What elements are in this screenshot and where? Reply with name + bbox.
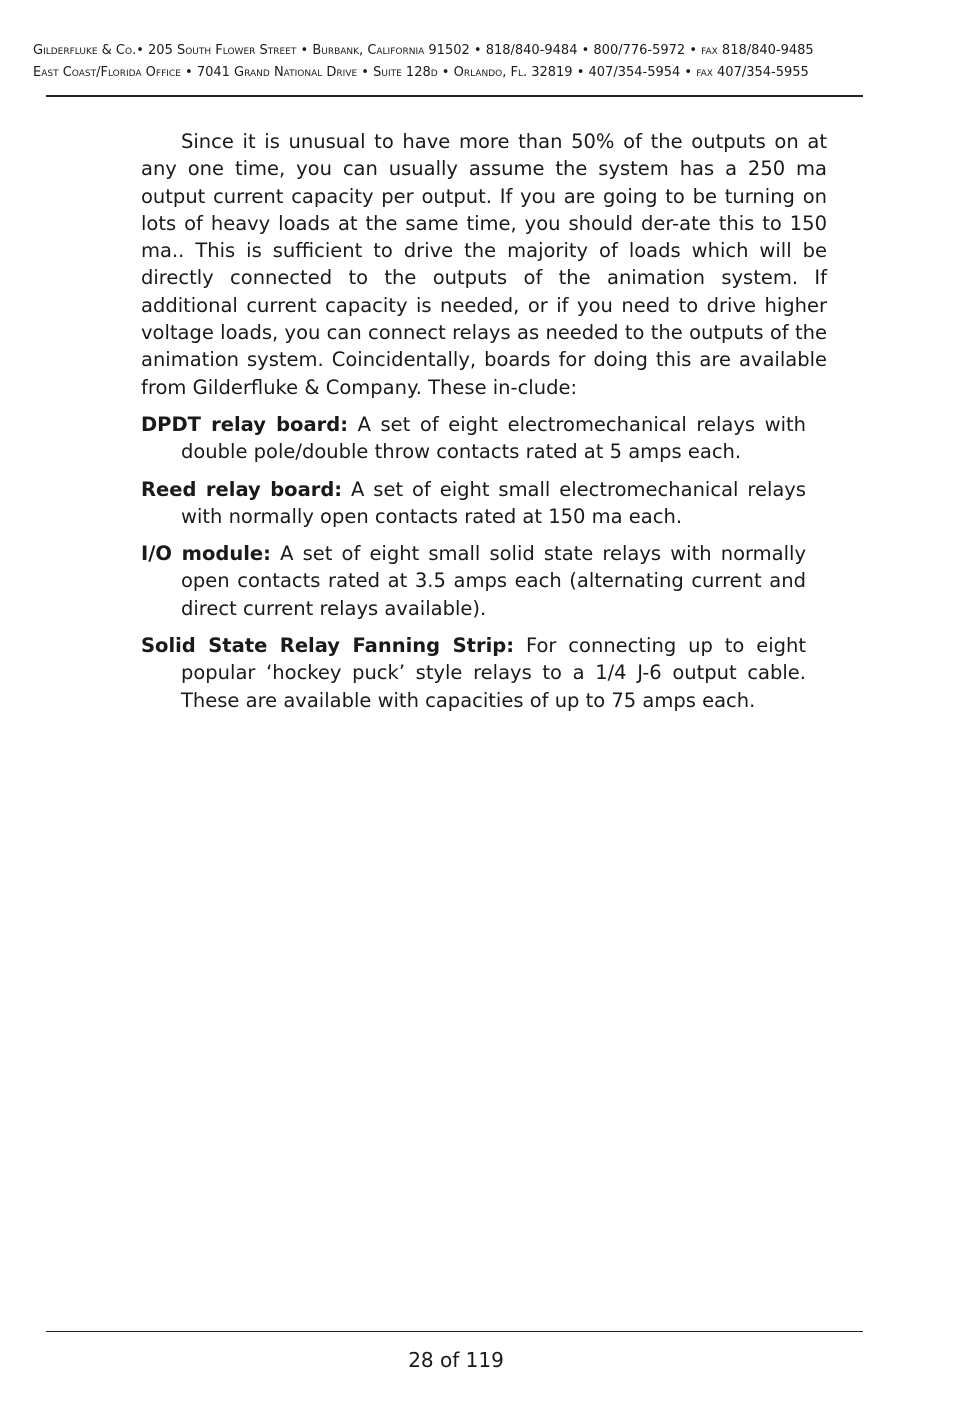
list-item-term: I/O module:: [141, 542, 271, 566]
relay-board-list: [141, 411, 806, 714]
page-header: [33, 40, 893, 84]
header-address-line-2: East Coast/Florida Office • 7041 Grand National Drive • Suite 128d • Orlando, Fl. 32819 • 407/354-5954 • fax 407/354-5955: [33, 65, 809, 80]
list-item-description: A set of eight small electromechanical relays with normally open contacts rated at 150 ma each.: [181, 477, 807, 528]
header-divider: [46, 95, 863, 97]
list-item-description: For connecting up to eight popular ‘hockey puck’ style relays to a 1/4 J-6 output cable. These are available with capacities of up to 75 amps each.: [181, 634, 806, 712]
header-address-line-1: Gilderfluke & Co.• 205 South Flower Street • Burbank, California 91502 • 818/840-9484 • 800/776-5972 • fax 818/840-9485: [33, 43, 814, 58]
list-item-fanning-strip: [141, 632, 806, 714]
list-item-description: A set of eight small solid state relays with normally open contacts rated at 3.5 amps each (alternating current and direct current relays available).: [181, 542, 806, 620]
list-item-dpdt-relay-board: [141, 411, 806, 466]
list-item-term: DPDT relay board:: [141, 412, 348, 436]
list-item-term: Reed relay board:: [141, 477, 343, 501]
list-item-term: Solid State Relay Fanning Strip:: [141, 634, 515, 658]
footer-divider: [46, 1331, 863, 1332]
body-paragraph: Since it is unusual to have more than 50% of the outputs on at any one time, you can usually assume the system has a 250 ma output current capacity per output. If you are going to be turning on lots of heavy loads at the same time, you should der-ate this to 150 ma.. This is sufficient to drive the majority of loads which will be directly connected to the outputs of the animation system. If additional current capacity is needed, or if you need to drive higher voltage loads, you can connect relays as needed to the outputs of the animation system. Coincidentally, boards for doing this are available from Gilderfluke & Company. These in-clude:: [141, 130, 827, 399]
list-item-reed-relay-board: [141, 476, 806, 531]
page-number: 28 of 119: [408, 1348, 504, 1372]
list-item-io-module: [141, 540, 806, 622]
list-item-description: A set of eight electromechanical relays with double pole/double throw contacts rated at 5 amps each.: [181, 412, 807, 464]
page-content: [141, 128, 827, 724]
